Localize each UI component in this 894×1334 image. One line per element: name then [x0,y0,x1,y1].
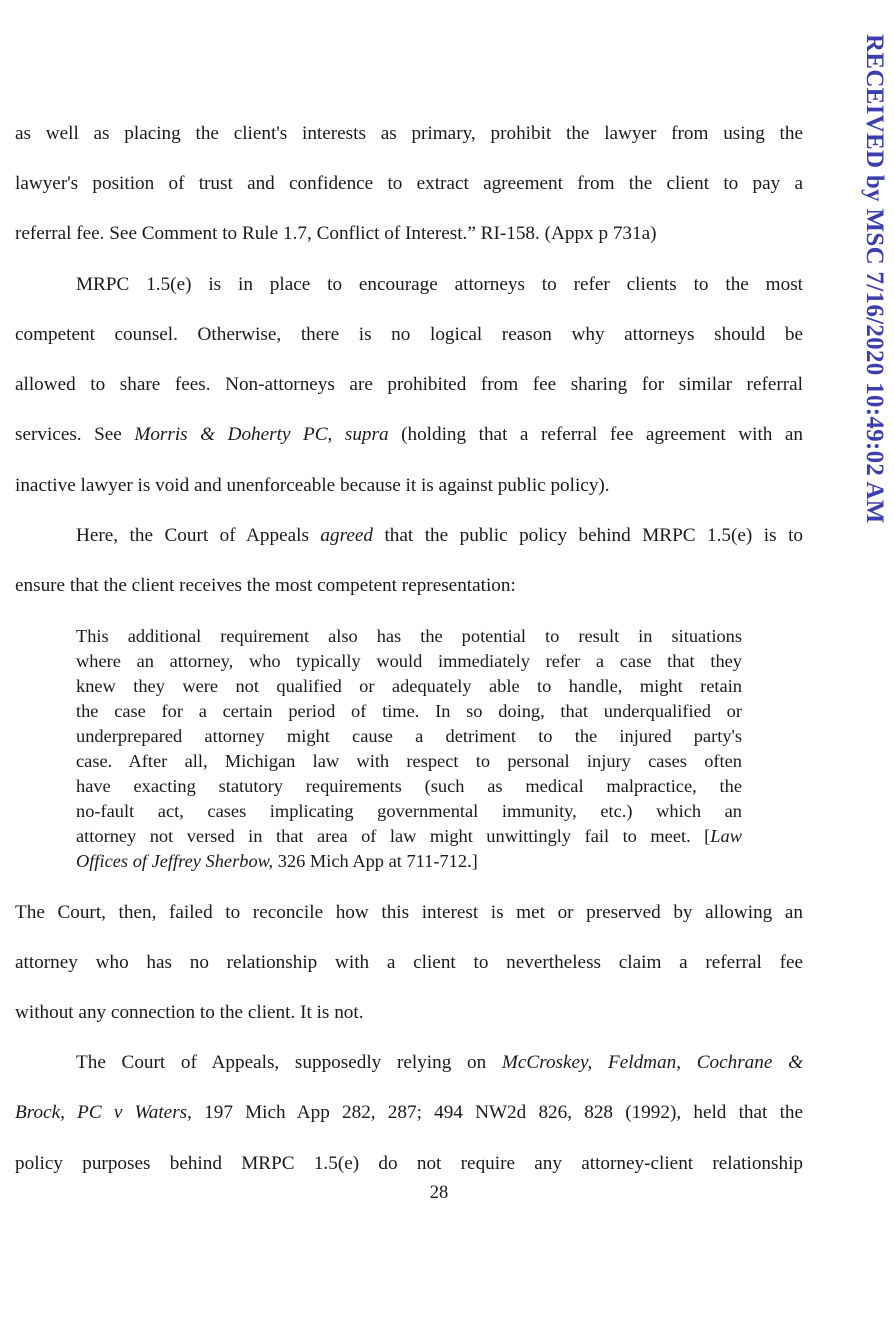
paragraph-line: ensure that the client receives the most competent representation: [15,575,516,596]
paragraph-line: MRPC 1.5(e) is in place to encourage attorneys to refer clients to the most [76,274,803,295]
blockquote-line: underprepared attorney might cause a detriment to the injured party's [76,726,742,746]
paragraph-line [15,1101,803,1125]
paragraph-line: competent counsel. Otherwise, there is no logical reason why attorneys should be [15,324,803,345]
blockquote-line [76,825,742,847]
text-span: that the public policy behind MRPC 1.5(e) is to [373,525,803,546]
case-citation: Morris & Doherty PC [134,424,328,445]
paragraph-line: as well as placing the client's interests as primary, prohibit the lawyer from using the [15,123,803,144]
paragraph-line: allowed to share fees. Non-attorneys are prohibited from fee sharing for similar referral [15,374,803,395]
received-stamp: RECEIVED by MSC 7/16/2020 10:49:02 AM [861,34,888,524]
case-citation: McCroskey, Feldman, Cochrane & [501,1052,804,1073]
case-citation: Brock, PC v Waters [15,1102,188,1123]
paragraph-line [76,1051,803,1075]
case-citation: Law [710,826,742,846]
supra-citation: supra [344,424,389,445]
paragraph-line: lawyer's position of trust and confidence to extract agreement from the client to pay a [15,173,803,194]
blockquote-line: knew they were not qualified or adequately able to handle, might retain [76,676,742,696]
blockquote-line: have exacting statutory requirements (such as medical malpractice, the [76,776,742,796]
paragraph-line: inactive lawyer is void and unenforceable because it is against public policy). [15,475,610,496]
blockquote-line [76,850,742,872]
paragraph-line: attorney who has no relationship with a client to nevertheless claim a referral fee [15,952,803,973]
text-span: attorney not versed in that area of law might unwittingly fail to meet. [ [76,826,711,846]
paragraph-line: without any connection to the client. It is not. [15,1002,364,1023]
emphasis-text: agreed [320,525,373,546]
paragraph-line: referral fee. See Comment to Rule 1.7, Conflict of Interest.” RI-158. (Appx p 731a) [15,223,657,244]
text-span: 326 Mich App at 711-712.] [273,851,478,871]
text-span: The Court of Appeals, supposedly relying on [76,1052,502,1073]
text-span: , 197 Mich App 282, 287; 494 NW2d 826, 828 (1992), held that the [187,1102,804,1123]
blockquote-line: no-fault act, cases implicating governmental immunity, etc.) which an [76,801,742,821]
paragraph-line: policy purposes behind MRPC 1.5(e) do not require any attorney-client relationship [15,1153,803,1174]
case-citation: Offices of Jeffrey Sherbow, [76,851,274,871]
blockquote-line: the case for a certain period of time. In so doing, that underqualified or [76,701,742,721]
paragraph-line [76,524,803,548]
text-span: services. See [15,424,135,445]
blockquote-line: case. After all, Michigan law with respect to personal injury cases often [76,751,742,771]
text-span: (holding that a referral fee agreement with an [388,424,804,445]
paragraph-line: The Court, then, failed to reconcile how this interest is met or preserved by allowing an [15,902,803,923]
text-span: , [327,424,345,445]
paragraph-line [15,423,803,447]
text-span: Here, the Court of Appeals [76,525,321,546]
blockquote-line: This additional requirement also has the potential to result in situations [76,626,742,646]
blockquote-line: where an attorney, who typically would immediately refer a case that they [76,651,742,671]
page-number: 28 [429,1183,449,1203]
